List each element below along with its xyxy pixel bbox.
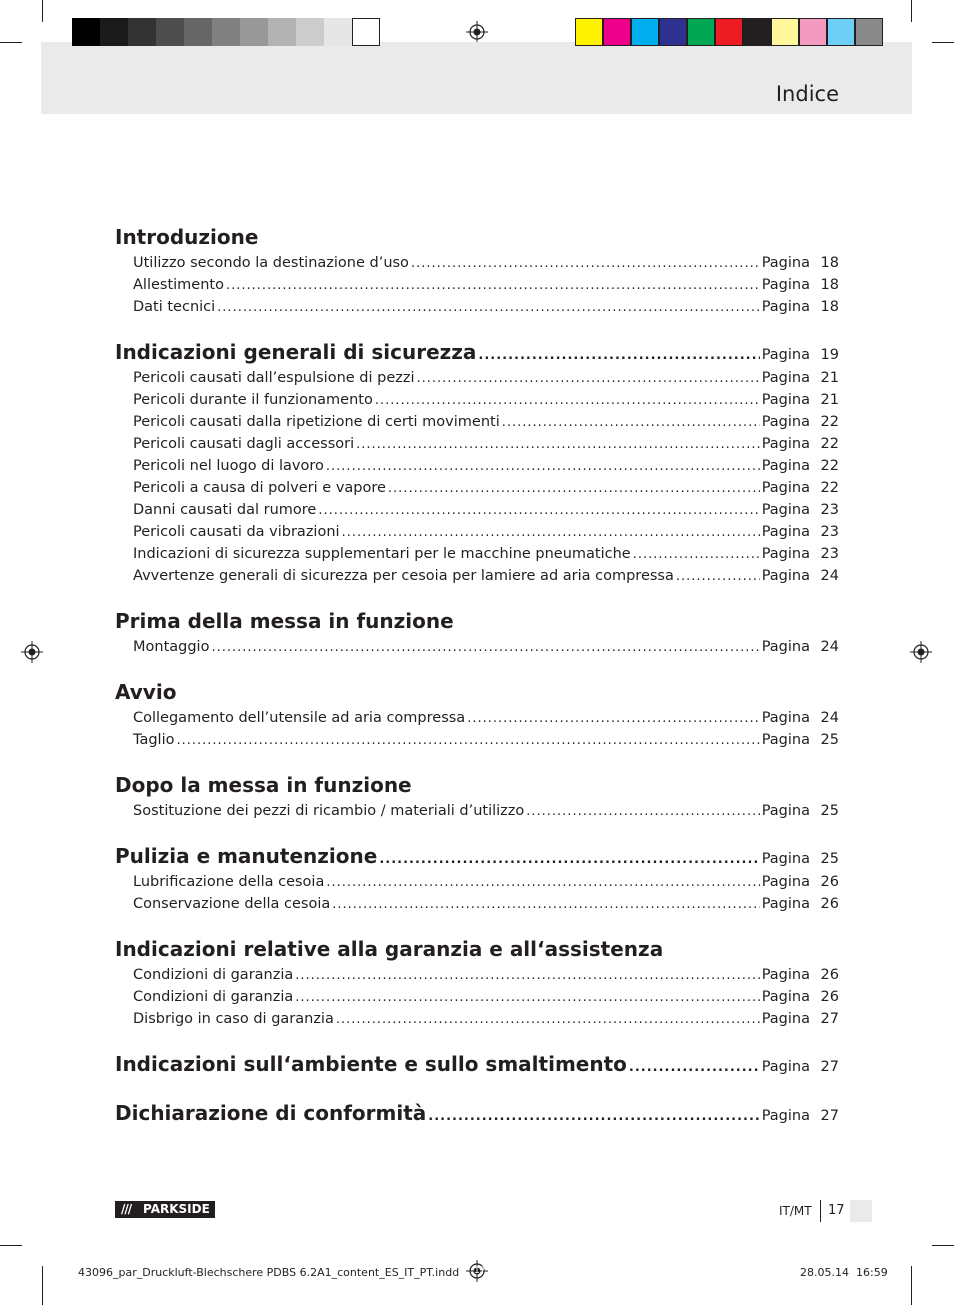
toc-entry[interactable] — [115, 543, 839, 565]
toc-page-ref — [762, 274, 839, 296]
gray-swatch — [100, 18, 128, 46]
toc-entry[interactable] — [115, 274, 839, 296]
toc-section — [115, 677, 839, 751]
toc-page-ref — [762, 636, 839, 658]
page-word: Pagina — [761, 392, 810, 408]
page-ref-number: 26 — [820, 967, 839, 983]
page-ref-number: 26 — [820, 989, 839, 1005]
leader-dots — [411, 253, 760, 275]
leader-dots — [388, 478, 760, 500]
color-swatch — [575, 18, 603, 46]
crop-mark — [42, 0, 43, 22]
brand-mark-icon: /// — [121, 1202, 132, 1216]
toc-page-ref — [762, 252, 839, 274]
page-number-tab — [850, 1200, 872, 1222]
leader-dots — [633, 544, 760, 566]
crop-mark — [911, 0, 912, 22]
page-word: Pagina — [761, 896, 810, 912]
page-word: Pagina — [761, 414, 810, 430]
page-word: Pagina — [761, 480, 810, 496]
toc-page-ref — [762, 1008, 839, 1030]
leader-dots — [467, 708, 760, 730]
toc-entry-label: Pericoli causati dalla ripetizione di certi movimenti — [133, 414, 500, 430]
page-word: Pagina — [761, 1108, 810, 1124]
page-word: Pagina — [761, 803, 810, 819]
crop-mark — [932, 1245, 954, 1246]
page-word: Pagina — [761, 502, 810, 518]
toc-entry[interactable] — [115, 800, 839, 822]
slug-date: 28.05.14 — [800, 1266, 849, 1279]
page-ref-number: 23 — [820, 524, 839, 540]
page-ref-number: 21 — [820, 392, 839, 408]
toc-page-ref — [762, 986, 839, 1008]
leader-dots — [295, 965, 759, 987]
leader-dots — [428, 1102, 759, 1132]
page-ref-number: 23 — [820, 502, 839, 518]
toc-entry-label: Disbrigo in caso di garanzia — [133, 1011, 334, 1027]
toc-entry[interactable] — [115, 1008, 839, 1030]
toc-entry[interactable] — [115, 521, 839, 543]
page-word: Pagina — [761, 568, 810, 584]
page-word: Pagina — [761, 546, 810, 562]
toc-page-ref — [762, 871, 839, 893]
toc-heading[interactable] — [115, 1098, 839, 1128]
toc-entry[interactable] — [115, 707, 839, 729]
toc-heading[interactable] — [115, 1049, 839, 1079]
toc-entry[interactable] — [115, 367, 839, 389]
leader-dots — [217, 297, 760, 319]
leader-dots — [526, 801, 759, 823]
toc-entry-label: Allestimento — [133, 277, 224, 293]
page-ref-number: 18 — [820, 277, 839, 293]
toc-entry-label: Dati tecnici — [133, 299, 216, 315]
page-ref-number: 23 — [820, 546, 839, 562]
toc-heading: Avvio — [115, 680, 177, 704]
toc-entry[interactable] — [115, 455, 839, 477]
toc-section — [115, 337, 839, 587]
gray-swatch — [268, 18, 296, 46]
toc-entry-label: Avvertenze generali di sicurezza per cesoia per lamiere ad aria compressa — [133, 568, 674, 584]
toc-entry-label: Utilizzo secondo la destinazione d’uso — [133, 255, 409, 271]
color-swatch — [827, 18, 855, 46]
leader-dots — [379, 845, 759, 875]
page-ref-number: 26 — [820, 874, 839, 890]
registration-mark-icon — [910, 641, 932, 663]
crop-mark — [932, 42, 954, 43]
toc-entry-label: Condizioni di garanzia — [133, 967, 294, 983]
toc-entry-label: Conservazione della cesoia — [133, 896, 331, 912]
page-word: Pagina — [761, 458, 810, 474]
toc-heading-label: Indicazioni sull‘ambiente e sullo smaltimento — [115, 1052, 627, 1076]
toc-entry-label: Pericoli nel luogo di lavoro — [133, 458, 324, 474]
toc-entry-label: Condizioni di garanzia — [133, 989, 294, 1005]
toc-heading: Introduzione — [115, 225, 259, 249]
toc-entry-label: Pericoli causati dall’espulsione di pezzi — [133, 370, 415, 386]
toc-page-ref — [762, 433, 839, 455]
page-word: Pagina — [761, 524, 810, 540]
toc-entry-label: Collegamento dell’utensile ad aria compressa — [133, 710, 466, 726]
table-of-contents — [115, 222, 839, 1128]
toc-section — [115, 1098, 839, 1128]
color-swatch — [603, 18, 631, 46]
leader-dots — [502, 412, 760, 434]
leader-dots — [336, 1009, 760, 1031]
toc-page-ref — [762, 477, 839, 499]
toc-heading: Indicazioni relative alla garanzia e all‘assistenza — [115, 937, 664, 961]
page-word: Pagina — [761, 710, 810, 726]
toc-section — [115, 1049, 839, 1079]
toc-page-ref — [762, 543, 839, 565]
toc-page-ref — [762, 964, 839, 986]
toc-section — [115, 770, 839, 822]
toc-entry-label: Indicazioni di sicurezza supplementari per le macchine pneumatiche — [133, 546, 631, 562]
leader-dots — [342, 522, 760, 544]
toc-entry[interactable] — [115, 433, 839, 455]
page-ref-number: 27 — [820, 1011, 839, 1027]
toc-entry[interactable] — [115, 729, 839, 751]
leader-dots — [356, 434, 760, 456]
toc-page-ref — [762, 367, 839, 389]
toc-heading-label: Dichiarazione di conformità — [115, 1101, 427, 1125]
toc-page-ref — [762, 521, 839, 543]
gray-swatch — [296, 18, 324, 46]
toc-heading-label: Pulizia e manutenzione — [115, 844, 378, 868]
toc-section — [115, 841, 839, 915]
page-ref-number: 18 — [820, 299, 839, 315]
leader-dots — [226, 275, 760, 297]
page-ref-number: 24 — [820, 710, 839, 726]
leader-dots — [326, 872, 759, 894]
gray-swatch — [240, 18, 268, 46]
brand-logo — [115, 1201, 215, 1218]
page-ref-number: 22 — [820, 414, 839, 430]
page-word: Pagina — [761, 299, 810, 315]
gray-swatch — [156, 18, 184, 46]
footer-divider — [820, 1200, 821, 1222]
page-word: Pagina — [761, 851, 810, 867]
color-swatch — [771, 18, 799, 46]
toc-page-ref — [762, 455, 839, 477]
toc-section — [115, 222, 839, 318]
page-ref-number: 21 — [820, 370, 839, 386]
toc-page-ref — [762, 844, 839, 874]
toc-page-ref — [762, 296, 839, 318]
gray-swatch — [184, 18, 212, 46]
registration-mark-icon — [21, 641, 43, 663]
toc-entry[interactable] — [115, 986, 839, 1008]
toc-entry-label: Montaggio — [133, 639, 210, 655]
toc-page-ref — [762, 389, 839, 411]
toc-entry-label: Pericoli a causa di polveri e vapore — [133, 480, 386, 496]
slug-page: 17 — [474, 1266, 486, 1276]
toc-entry[interactable] — [115, 389, 839, 411]
toc-entry[interactable] — [115, 565, 839, 587]
toc-entry[interactable] — [115, 499, 839, 521]
page-ref-number: 22 — [820, 436, 839, 452]
page-ref-number: 19 — [820, 347, 839, 363]
color-swatch — [687, 18, 715, 46]
crop-mark — [42, 1266, 43, 1305]
page-word: Pagina — [761, 255, 810, 271]
gray-swatch — [128, 18, 156, 46]
color-swatch — [743, 18, 771, 46]
page-word: Pagina — [761, 347, 810, 363]
page-number: 17 — [828, 1203, 845, 1218]
color-swatch — [659, 18, 687, 46]
toc-entry[interactable] — [115, 477, 839, 499]
page-ref-number: 27 — [820, 1108, 839, 1124]
crop-mark — [911, 1266, 912, 1305]
page-word: Pagina — [761, 639, 810, 655]
gray-swatch — [72, 18, 100, 46]
page-ref-number: 24 — [820, 639, 839, 655]
gray-swatch — [352, 18, 380, 46]
leader-dots — [629, 1053, 760, 1083]
gray-swatch — [212, 18, 240, 46]
page-word: Pagina — [761, 967, 810, 983]
page-word: Pagina — [761, 1059, 810, 1075]
toc-page-ref — [762, 1052, 839, 1082]
color-swatch — [855, 18, 883, 46]
page-word: Pagina — [761, 1011, 810, 1027]
brand-name: PARKSIDE — [143, 1202, 210, 1216]
toc-entry-label: Pericoli causati da vibrazioni — [133, 524, 340, 540]
toc-entry[interactable] — [115, 964, 839, 986]
toc-heading: Dopo la messa in funzione — [115, 773, 412, 797]
toc-entry[interactable] — [115, 636, 839, 658]
slug-filename: 43096_par_Druckluft-Blechschere PDBS 6.2A1_content_ES_IT_PT.indd — [78, 1266, 460, 1279]
toc-entry-label: Lubrificazione della cesoia — [133, 874, 325, 890]
toc-entry-label: Taglio — [133, 732, 175, 748]
color-swatch — [715, 18, 743, 46]
page-word: Pagina — [761, 989, 810, 1005]
page-ref-number: 18 — [820, 255, 839, 271]
toc-page-ref — [762, 800, 839, 822]
toc-entry[interactable] — [115, 893, 839, 915]
leader-dots — [417, 368, 760, 390]
toc-page-ref — [762, 707, 839, 729]
leader-dots — [676, 566, 760, 588]
toc-page-ref — [762, 1101, 839, 1131]
toc-page-ref — [762, 565, 839, 587]
toc-page-ref — [762, 499, 839, 521]
toc-entry[interactable] — [115, 252, 839, 274]
registration-mark-icon — [466, 21, 488, 43]
page-ref-number: 24 — [820, 568, 839, 584]
leader-dots — [318, 500, 759, 522]
color-swatch — [799, 18, 827, 46]
toc-entry-label: Pericoli durante il funzionamento — [133, 392, 373, 408]
toc-entry[interactable] — [115, 411, 839, 433]
toc-entry-label: Sostituzione dei pezzi di ricambio / materiali d’utilizzo — [133, 803, 525, 819]
page-ref-number: 25 — [820, 803, 839, 819]
language-code: IT/MT — [779, 1204, 812, 1218]
leader-dots — [332, 894, 759, 916]
page-word: Pagina — [761, 874, 810, 890]
toc-page-ref — [762, 411, 839, 433]
toc-entry-label: Pericoli causati dagli accessori — [133, 436, 355, 452]
leader-dots — [375, 390, 760, 412]
toc-heading[interactable] — [115, 841, 839, 871]
page-title: Indice — [775, 82, 839, 106]
toc-section — [115, 934, 839, 1030]
leader-dots — [295, 987, 759, 1009]
toc-page-ref — [762, 729, 839, 751]
slug-time: 16:59 — [856, 1266, 888, 1279]
page-word: Pagina — [761, 370, 810, 386]
toc-entry[interactable] — [115, 296, 839, 318]
page-word: Pagina — [761, 277, 810, 293]
page-ref-number: 25 — [820, 851, 839, 867]
color-swatch — [631, 18, 659, 46]
leader-dots — [326, 456, 760, 478]
toc-heading-label: Indicazioni generali di sicurezza — [115, 340, 477, 364]
toc-section — [115, 606, 839, 658]
toc-entry-label: Danni causati dal rumore — [133, 502, 317, 518]
toc-page-ref — [762, 340, 839, 370]
page-word: Pagina — [761, 436, 810, 452]
page-ref-number: 26 — [820, 896, 839, 912]
toc-page-ref — [762, 893, 839, 915]
toc-entry[interactable] — [115, 871, 839, 893]
crop-mark — [0, 1245, 22, 1246]
page-word: Pagina — [761, 732, 810, 748]
leader-dots — [211, 637, 759, 659]
page-ref-number: 22 — [820, 458, 839, 474]
toc-heading: Prima della messa in funzione — [115, 609, 454, 633]
leader-dots — [176, 730, 759, 752]
page-ref-number: 22 — [820, 480, 839, 496]
page-ref-number: 27 — [820, 1059, 839, 1075]
gray-swatch — [324, 18, 352, 46]
crop-mark — [0, 42, 22, 43]
toc-heading[interactable] — [115, 337, 839, 367]
page-ref-number: 25 — [820, 732, 839, 748]
leader-dots — [478, 341, 759, 371]
